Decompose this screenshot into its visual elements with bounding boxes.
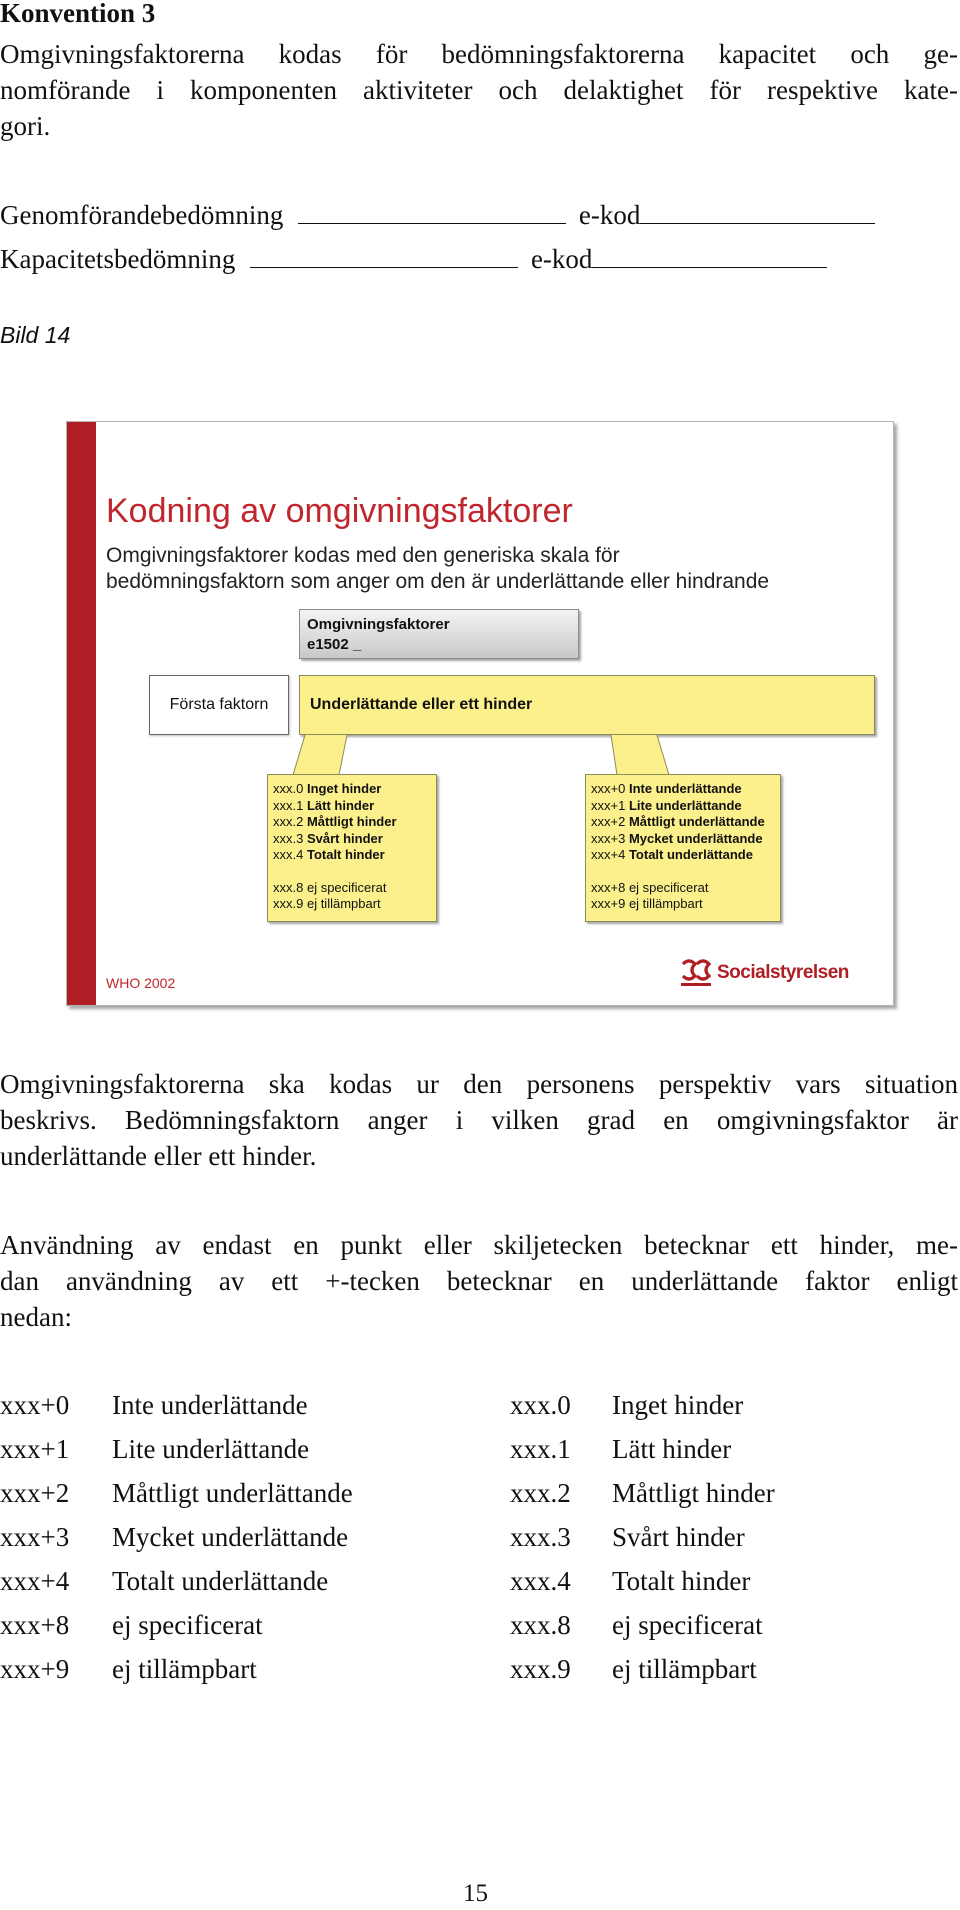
callout-tail-left [287,735,377,777]
env-box-line2: e1502 _ [307,636,362,653]
paragraph-line: underlättande eller ett hinder. [0,1141,317,1171]
code: xxx+9 [0,1654,70,1684]
code: xxx.8 [273,879,304,895]
code: xxx+2 [591,814,626,829]
code-text: Totalt underlättande [628,847,753,862]
callout-row [591,847,780,864]
callout-row [273,814,436,831]
socialstyrelsen-emblem-icon [679,958,713,988]
slide-title: Kodning av omgivningsfaktorer [106,492,573,530]
blank-line [298,195,566,224]
code: xxx.0 [510,1390,571,1420]
callout-row [273,847,436,864]
code-text: ej specificerat [628,879,709,895]
code: xxx.1 [510,1434,571,1464]
callout-row [591,781,780,798]
facilitator-codes-callout [585,774,781,922]
code-text: Totalt hinder [612,1566,751,1596]
intro-line: nomförande i komponenten aktiviteter och delaktighet för respektive kate- [0,75,958,105]
facilitator-barrier-label: Underlättande eller ett hinder [310,696,533,713]
code-text: Inget hinder [612,1390,744,1420]
paragraph-line: dan användning av ett +-tecken betecknar en underlättande faktor enligt [0,1266,958,1296]
code-text: ej specificerat [612,1610,763,1640]
first-factor-box [149,675,289,735]
slide-subtitle-line: bedömningsfaktorn som anger om den är underlättande eller hindrande [106,570,770,593]
blank-line [592,239,827,268]
callout-row [273,880,436,897]
code-text: Lätt hinder [612,1434,732,1464]
code-text: ej tillämpbart [112,1654,257,1684]
code: xxx.2 [273,814,304,829]
callout-row [273,896,436,913]
code: xxx+0 [591,781,626,796]
fill-row-label: Genomförandebedömning [0,200,284,230]
callout-row [591,831,780,848]
callout-tail-right [607,735,697,777]
callout-row [591,798,780,815]
code-text: Mycket underlättande [628,830,763,846]
code-text: ej tillämpbart [306,896,381,911]
code-text: Inte underlättande [628,781,742,796]
fill-row-kapacitet [0,239,827,277]
barrier-codes-callout [267,774,437,922]
code-text: Lätt hinder [306,797,375,813]
section-heading: Konvention 3 [0,0,156,28]
callout-row [591,880,780,897]
code: xxx.1 [273,797,304,813]
callout-row [273,798,436,815]
code-text: Totalt underlättande [112,1566,329,1596]
env-box-line1: Omgivningsfaktorer [307,616,450,633]
code-text: ej tillämpbart [628,896,703,911]
code: xxx.0 [273,781,304,796]
code: xxx+4 [0,1566,70,1596]
code-text: Inte underlättande [112,1390,308,1420]
code: xxx+4 [591,847,626,862]
code: xxx.3 [510,1522,571,1552]
code: xxx+2 [0,1478,70,1508]
slide-subtitle-line: Omgivningsfaktorer kodas med den generiska skala för [106,544,620,567]
paragraph-line: nedan: [0,1302,72,1332]
slide-side-stripe [67,422,96,1005]
intro-line: gori. [0,111,51,141]
fill-row-genomforande [0,195,875,233]
code: xxx+1 [591,797,626,813]
callout-row [591,814,780,831]
paragraph-line: Användning av endast en punkt eller skiljetecken betecknar ett hinder, me- [0,1230,958,1260]
code: xxx.8 [510,1610,571,1640]
code-text: Måttligt hinder [612,1478,775,1508]
blank-line [640,195,875,224]
first-factor-label: Första faktorn [169,696,269,713]
paragraph-line: Omgivningsfaktorerna ska kodas ur den personens perspektiv vars situation [0,1069,958,1099]
socialstyrelsen-logo [679,956,849,990]
intro-line: Omgivningsfaktorerna kodas för bedömningsfaktorerna kapacitet och ge- [0,39,958,69]
code-text: Måttligt hinder [306,814,397,829]
code-text: Lite underlättande [112,1434,310,1464]
code-text: ej specificerat [112,1610,263,1640]
code: xxx.9 [510,1654,571,1684]
code: xxx+8 [591,879,626,895]
callout-row [273,831,436,848]
code-text: ej specificerat [306,879,387,895]
code-text: ej tillämpbart [612,1654,757,1684]
code-text: Måttligt underlättande [628,814,765,829]
facilitator-barrier-box [299,675,875,735]
env-factor-box [299,609,579,659]
page-number: 15 [463,1880,488,1907]
callout-row [273,781,436,798]
code-text: Lite underlättande [628,797,742,813]
slide-footer-source: WHO 2002 [106,975,176,991]
code: xxx+8 [0,1610,70,1640]
code: xxx+9 [591,896,626,911]
code: xxx+1 [0,1434,70,1464]
code: xxx.3 [273,830,304,846]
code: xxx.4 [510,1566,571,1596]
callout-row [591,896,780,913]
code: xxx.9 [273,896,304,911]
fill-row-code-label: e-kod [530,244,593,274]
code-text: Mycket underlättande [112,1522,349,1552]
code-text: Svårt hinder [612,1522,745,1552]
slide-figure [66,421,894,1006]
code: xxx.4 [273,847,304,862]
code: xxx+3 [0,1522,70,1552]
code: xxx+3 [591,830,626,846]
paragraph-line: beskrivs. Bedömningsfaktorn anger i vilken grad en omgivningsfaktor är [0,1105,958,1135]
fill-row-label: Kapacitetsbedömning [0,244,236,274]
code: xxx.2 [510,1478,571,1508]
blank-line [250,239,518,268]
fill-row-code-label: e-kod [578,200,641,230]
code: xxx+0 [0,1390,70,1420]
logo-text: Socialstyrelsen [717,962,849,983]
figure-caption: Bild 14 [0,322,71,348]
code-text: Svårt hinder [306,830,383,846]
code-text: Inget hinder [306,781,382,796]
code-text: Måttligt underlättande [112,1478,353,1508]
code-text: Totalt hinder [306,847,385,862]
